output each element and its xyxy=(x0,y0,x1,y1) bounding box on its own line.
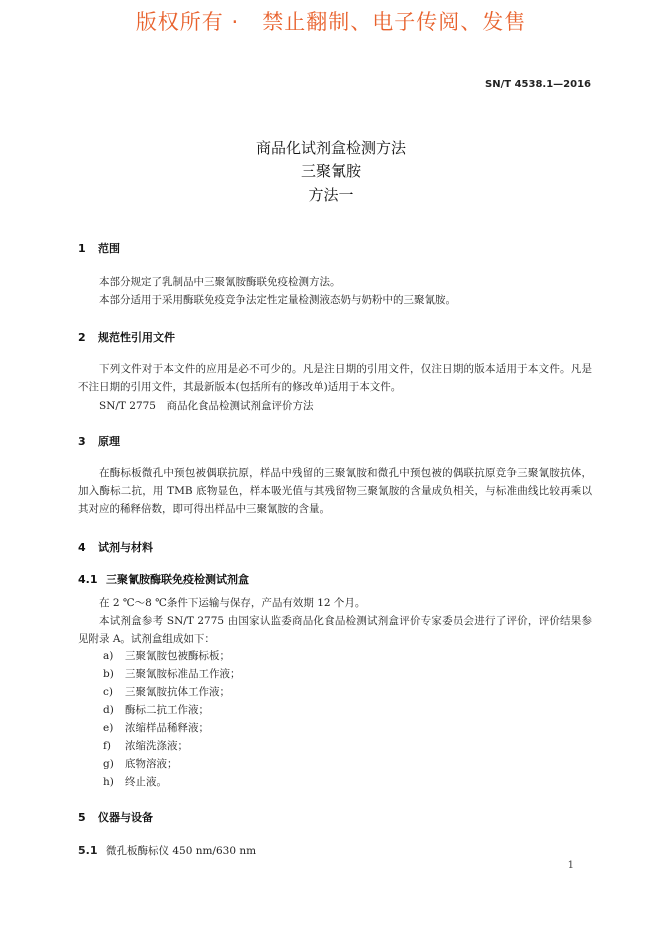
list-item xyxy=(103,738,188,753)
list-item xyxy=(103,720,209,735)
section-title: 范围 xyxy=(98,242,120,255)
list-marker: a) xyxy=(103,650,114,662)
section-title: 规范性引用文件 xyxy=(98,331,175,344)
list-text: 三聚氰胺抗体工作液； xyxy=(125,686,230,698)
list-item xyxy=(103,774,167,789)
list-marker: e) xyxy=(103,722,114,734)
subsection-number: 4.1 xyxy=(78,573,98,586)
section-number: 4 xyxy=(78,541,86,554)
normative-reference: SN/T 2775 商品化食品检测试剂盒评价方法 xyxy=(99,400,314,412)
paragraph: 本部分规定了乳制品中三聚氰胺酶联免疫检测方法。 xyxy=(99,276,341,288)
list-text: 终止液。 xyxy=(125,776,167,788)
document-subtitle: 三聚氰胺 xyxy=(300,162,361,180)
list-marker: h) xyxy=(103,776,114,788)
subsection-line xyxy=(78,843,256,858)
paragraph: 本试剂盒参考 SN/T 2775 由国家认监委商品化食品检测试剂盒评价专家委员会进行了评价，评价结果参见附录 A。试剂盒组成如下： xyxy=(78,615,592,645)
list-text: 浓缩洗涤液； xyxy=(125,740,188,752)
list-marker: f) xyxy=(103,740,111,752)
list-marker: c) xyxy=(103,686,113,698)
list-item xyxy=(103,666,241,681)
paragraph: 在 2 ℃～8 ℃条件下运输与保存，产品有效期 12 个月。 xyxy=(99,597,366,609)
standard-code: SN/T 4538.1—2016 xyxy=(485,79,591,90)
section-heading xyxy=(78,433,120,449)
list-text: 浓缩样品稀释液； xyxy=(125,722,209,734)
paragraph: 本部分适用于采用酶联免疫竞争法定性定量检测液态奶与奶粉中的三聚氰胺。 xyxy=(99,294,456,306)
page-number: 1 xyxy=(567,860,574,871)
list-marker: g) xyxy=(103,758,114,770)
subsection-text: 微孔板酶标仪 450 nm/630 nm xyxy=(106,845,257,857)
list-item xyxy=(103,648,230,663)
document-title: 商品化试剂盒检测方法 xyxy=(255,139,406,157)
subsection-heading xyxy=(78,571,249,587)
section-heading xyxy=(78,329,175,345)
list-item xyxy=(103,684,230,699)
section-number: 5 xyxy=(78,811,86,824)
section-number: 2 xyxy=(78,331,86,344)
section-number: 3 xyxy=(78,435,86,448)
list-text: 三聚氰胺标准品工作液； xyxy=(125,668,241,680)
section-title: 仪器与设备 xyxy=(98,811,153,824)
subsection-title: 三聚氰胺酶联免疫检测试剂盒 xyxy=(106,573,249,586)
list-item xyxy=(103,756,178,771)
list-text: 三聚氰胺包被酶标板； xyxy=(125,650,230,662)
section-heading xyxy=(78,240,120,256)
document-method: 方法一 xyxy=(308,186,354,204)
list-marker: b) xyxy=(103,668,114,680)
section-heading xyxy=(78,809,153,825)
list-marker: d) xyxy=(103,704,114,716)
paragraph: 下列文件对于本文件的应用是必不可少的。凡是注日期的引用文件，仅注日期的版本适用于本文件。凡是不注日期的引用文件，其最新版本(包括所有的修改单)适用于本文件。 xyxy=(78,363,592,393)
paragraph: 在酶标板微孔中预包被偶联抗原，样品中残留的三聚氰胺和微孔中预包被的偶联抗原竞争三聚氰胺抗体，加入酶标二抗，用 TMB 底物显色，样本吸光值与其残留物三聚氰胺的含量成负相关，与标准曲线比较再乘以其对应的稀释倍数，即可得出样品中三聚氰胺的含量。 xyxy=(78,467,592,515)
section-title: 原理 xyxy=(98,435,120,448)
subsection-number: 5.1 xyxy=(78,844,98,857)
list-item xyxy=(103,702,209,717)
section-heading xyxy=(78,539,153,555)
section-number: 1 xyxy=(78,242,86,255)
list-text: 底物溶液； xyxy=(125,758,178,770)
list-text: 酶标二抗工作液； xyxy=(125,704,209,716)
section-title: 试剂与材料 xyxy=(98,541,153,554)
watermark: 版权所有 · 禁止翻制、电子传阅、发售 xyxy=(135,10,527,34)
